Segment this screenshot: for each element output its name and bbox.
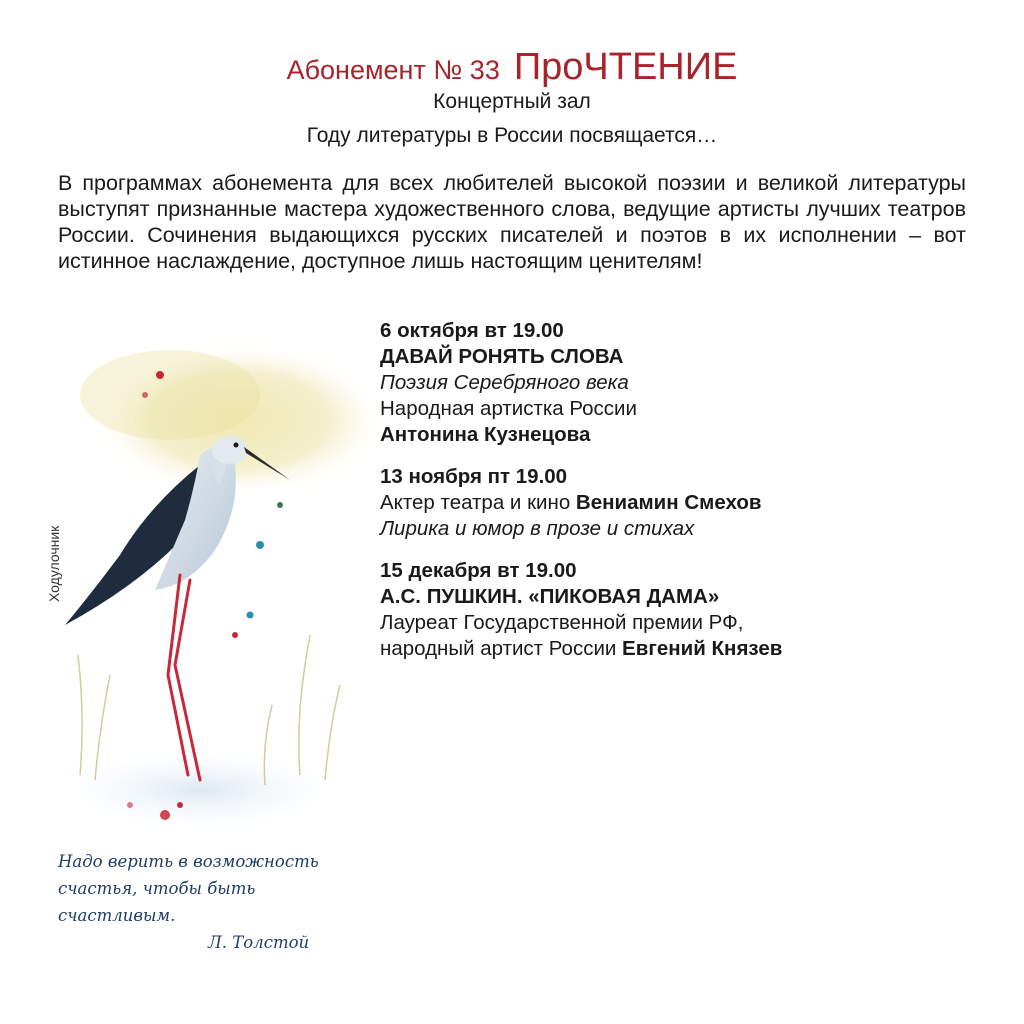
performer-role: Лауреат Государственной премии РФ, bbox=[380, 611, 744, 634]
intro-paragraph: В программах абонемента для всех любителей высокой поэзии и великой литературы выступят признанные мастера художественного слова, ведущие артисты лучших театров России. Сочинения выдающихся русских писателей и поэтов в их исполнении – вот истинное наслаждение, доступное лишь настоящим ценителям! bbox=[58, 171, 966, 273]
event-item bbox=[380, 464, 1000, 542]
performer-name: Вениамин Смехов bbox=[575, 491, 762, 514]
stilt-bird-illustration bbox=[50, 335, 380, 855]
performer-line bbox=[380, 490, 1000, 516]
watercolor-splash bbox=[80, 350, 260, 440]
illustration-caption: Ходулочник bbox=[46, 525, 62, 602]
event-date: 13 ноября пт 19.00 bbox=[380, 465, 568, 488]
event-title: А.С. ПУШКИН. «ПИКОВАЯ ДАМА» bbox=[380, 585, 720, 608]
bird-head bbox=[212, 436, 248, 464]
performer-role: народный артист России bbox=[380, 637, 617, 660]
subscription-number: Абонемент № 33 bbox=[286, 55, 500, 85]
quote-line: счастливым. bbox=[58, 906, 176, 925]
event-item bbox=[380, 558, 1000, 662]
event-date: 6 октября вт 19.00 bbox=[380, 319, 564, 342]
event-list bbox=[380, 318, 1000, 662]
performer-line bbox=[380, 636, 1000, 662]
quote-author: Л. Толстой bbox=[208, 933, 310, 952]
event-subtitle: Поэзия Серебряного века bbox=[380, 371, 629, 394]
quote-line: счастья, чтобы быть bbox=[58, 879, 256, 898]
event-subtitle: Лирика и юмор в прозе и стихах bbox=[380, 517, 695, 540]
page-title bbox=[0, 46, 1024, 89]
event-date: 15 декабря вт 19.00 bbox=[380, 559, 577, 582]
quote-line: Надо верить в возможность bbox=[58, 852, 319, 871]
performer-name: Евгений Князев bbox=[622, 637, 783, 660]
performer-role: Народная артистка России bbox=[380, 397, 637, 420]
dedication: Году литературы в России посвящается… bbox=[306, 124, 718, 147]
event-title: ДАВАЙ РОНЯТЬ СЛОВА bbox=[380, 345, 624, 368]
program-name: ПроЧТЕНИЕ bbox=[513, 46, 738, 88]
quote-block bbox=[58, 848, 358, 956]
performer-role: Актер театра и кино bbox=[380, 491, 571, 514]
performer-name: Антонина Кузнецова bbox=[380, 423, 591, 446]
venue: Концертный зал bbox=[433, 90, 591, 113]
event-item bbox=[380, 318, 1000, 448]
bird-eye bbox=[234, 443, 239, 448]
